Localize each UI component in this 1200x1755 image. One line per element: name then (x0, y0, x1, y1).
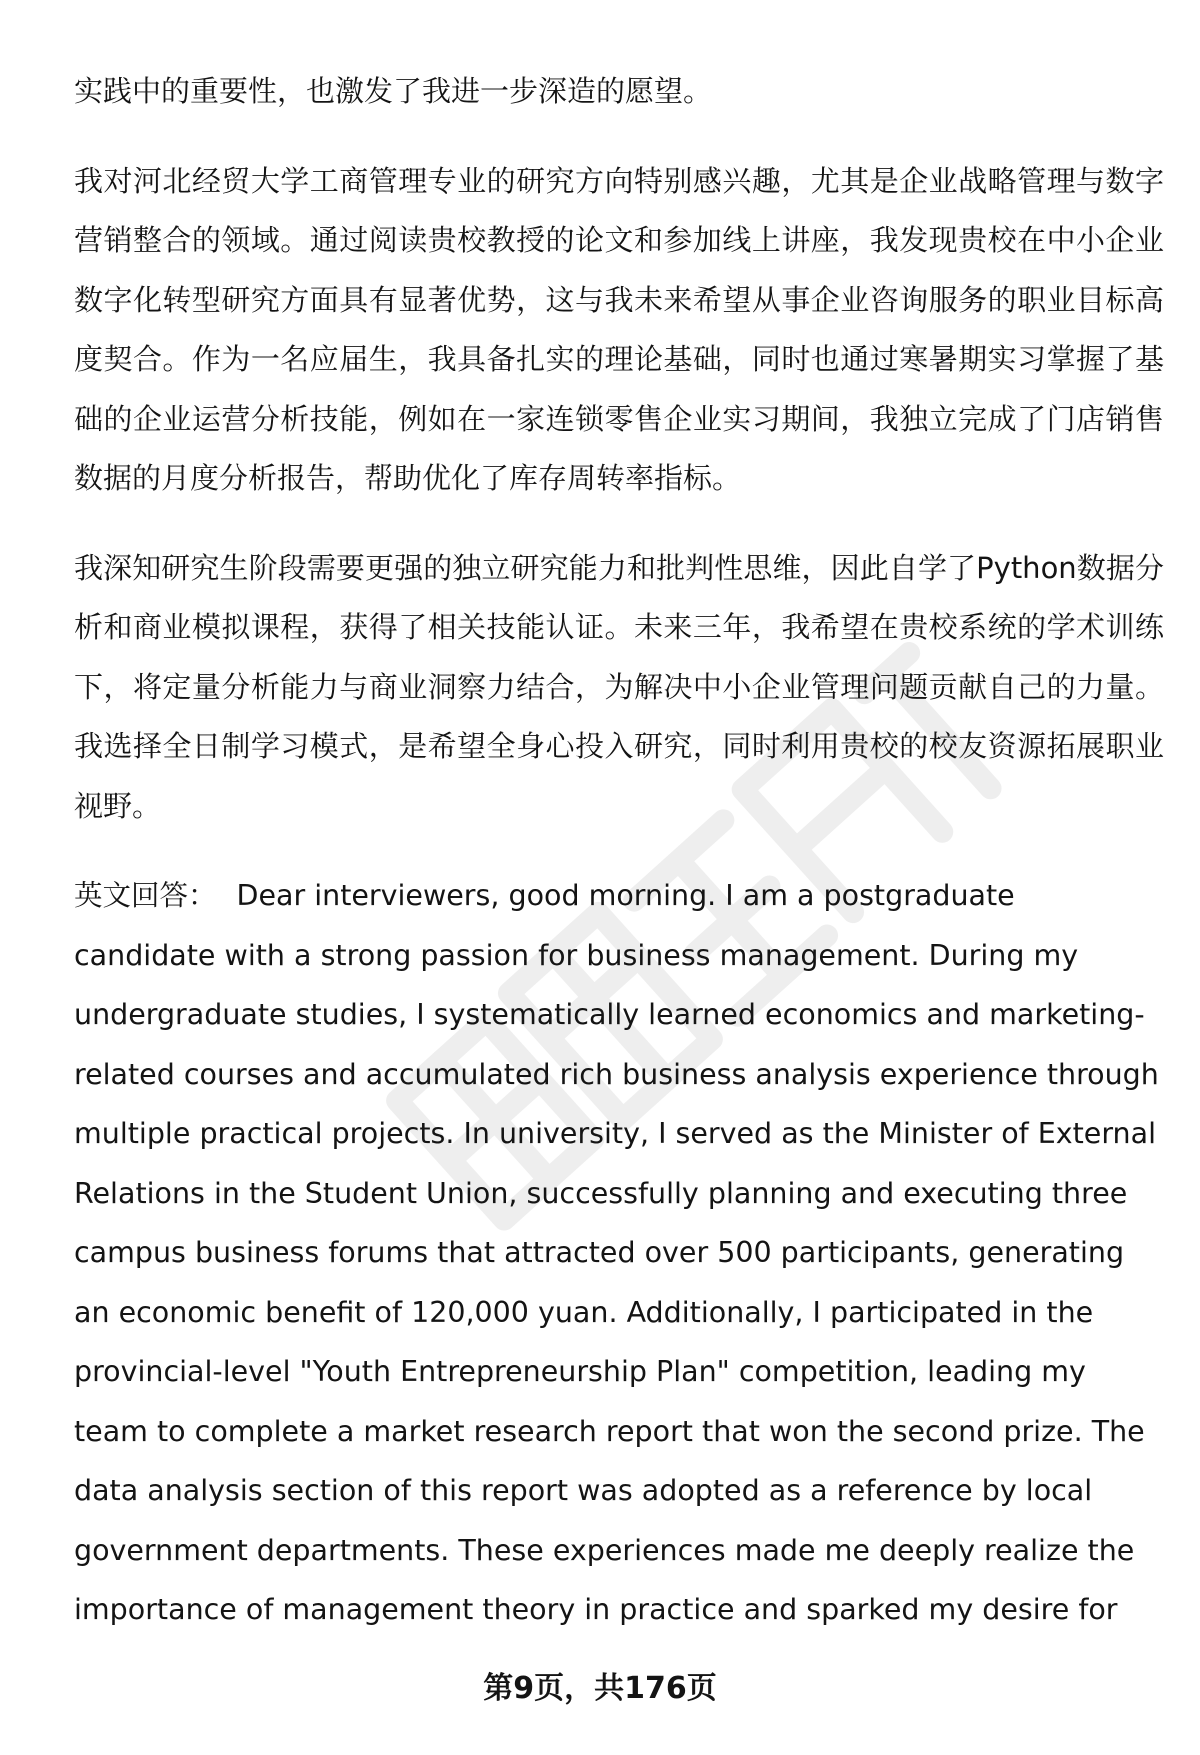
page-number-footer: 第9页，共176页 (483, 1671, 717, 1706)
english-answer-text: Dear interviewers, good morning. I am a postgraduate candidate with a strong passion for business management. During my undergraduate studies, I systematically learned economics and marketing-related courses and accumulated rich business analysis experience through multiple practical projects. In university, I served as the Minister of External Relations in the Student Union, successfully planning and executing three campus business forums that attracted over 500 participants, generating an economic benefit of 120,000 yuan. Additionally, I participated in the provincial-level "Youth Entrepreneurship Plan" competition, leading my team to complete a market research report that won the second prize. The data analysis section of this report was adopted as a reference by local government departments. These experiences made me deeply realize the importance of management theory in practice and sparked my desire for (74, 879, 1159, 1626)
english-answer-paragraph (74, 866, 1164, 1640)
paragraph: 我深知研究生阶段需要更强的独立研究能力和批判性思维，因此自学了Python数据分析和商业模拟课程，获得了相关技能认证。未来三年，我希望在贵校系统的学术训练下，将定量分析能力与商业洞察力结合，为解决中小企业管理问题贡献自己的力量。我选择全日制学习模式，是希望全身心投入研究，同时利用贵校的校友资源拓展职业视野。 (74, 550, 1164, 823)
paragraph: 实践中的重要性，也激发了我进一步深造的愿望。 (74, 74, 713, 108)
document-body (74, 62, 1164, 1670)
paragraph: 我对河北经贸大学工商管理专业的研究方向特别感兴趣，尤其是企业战略管理与数字营销整合的领域。通过阅读贵校教授的论文和参加线上讲座，我发现贵校在中小企业数字化转型研究方面具有显著优势，这与我未来希望从事企业咨询服务的职业目标高度契合。作为一名应届生，我具备扎实的理论基础，同时也通过寒暑期实习掌握了基础的企业运营分析技能，例如在一家连锁零售企业实习期间，我独立完成了门店销售数据的月度分析报告，帮助优化了库存周转率指标。 (74, 163, 1164, 495)
english-answer-label: 英文回答： (74, 879, 217, 912)
